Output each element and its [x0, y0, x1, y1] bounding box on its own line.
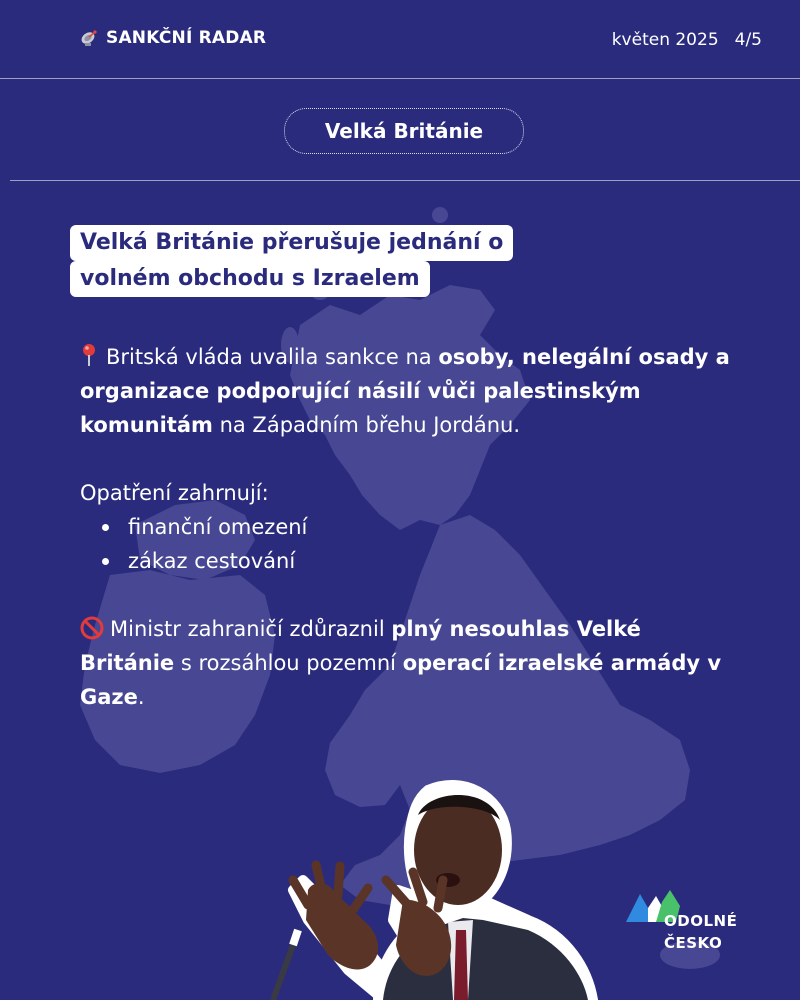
measures-list [80, 510, 730, 578]
headline [70, 225, 513, 297]
brand [80, 28, 266, 48]
issue-info [612, 30, 762, 50]
country-tag [284, 108, 524, 154]
header [0, 0, 800, 79]
page-counter: 4/5 [734, 30, 762, 50]
sanctions-targets: osoby, nelegální osady a organizace podporující násilí vůči palestinským komunitám [80, 345, 730, 437]
brand-title: SANKČNÍ RADAR [106, 28, 267, 48]
minister-paragraph [80, 612, 730, 714]
list-item: finanční omezení [128, 510, 730, 544]
headline-line-1: Velká Británie přerušuje jednání o [70, 225, 513, 261]
article-body [80, 340, 730, 714]
sanctions-text-1: Britská vláda uvalila sankce na [106, 345, 439, 369]
section-divider [10, 180, 800, 181]
odolne-cesko-logo [664, 910, 737, 954]
minister-text-1: Ministr zahraničí zdůraznil [110, 617, 392, 641]
headline-line-2: volném obchodu s Izraelem [70, 261, 430, 297]
measures-intro: Opatření zahrnují: [80, 481, 269, 505]
list-item: zákaz cestování [128, 544, 730, 578]
minister-text-2: s rozsáhlou pozemní [174, 651, 403, 675]
minister-emphasis-1: plný nesouhlas Velké Británie [80, 617, 641, 675]
speaker-photo [268, 770, 598, 1000]
logo-line-1: ODOLNÉ [664, 912, 738, 930]
sanctions-text-2: na Západním břehu Jordánu. [212, 413, 521, 437]
logo-line-2: ČESKO [664, 934, 723, 952]
no-entry-icon [80, 616, 104, 640]
country-label: Velká Británie [324, 119, 484, 143]
radar-dish-icon [80, 29, 98, 47]
issue-date: květen 2025 [611, 30, 719, 50]
minister-text-3: . [137, 685, 145, 709]
pin-icon [80, 343, 98, 367]
minister-emphasis-2: operací izraelské armády v Gaze [80, 651, 722, 709]
sanctions-paragraph [80, 340, 730, 442]
